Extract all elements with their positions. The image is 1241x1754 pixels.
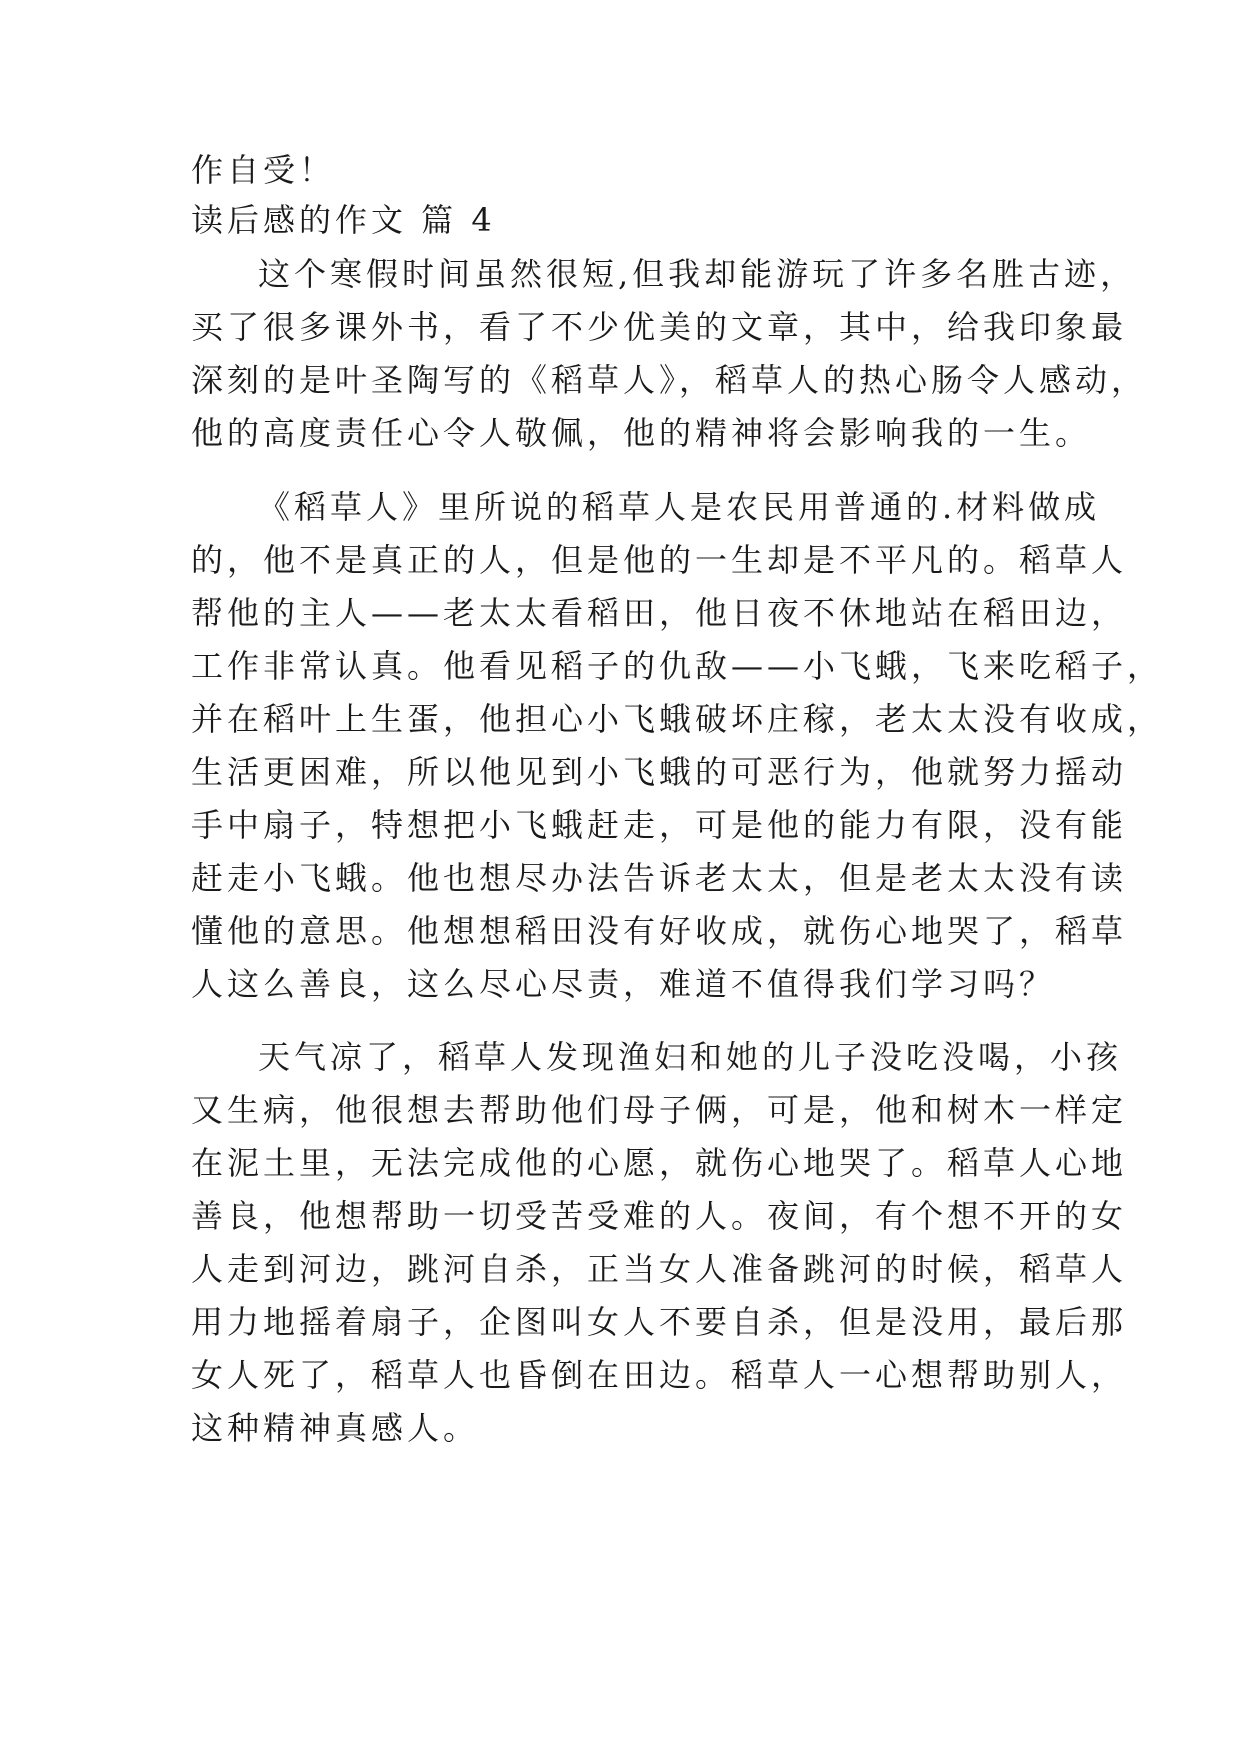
paragraph-line: 善良，他想帮助一切受苦受难的人。夜间，有个想不开的女 [191, 1197, 1128, 1235]
paragraph-line: 买了很多课外书，看了不少优美的文章，其中，给我印象最 [191, 308, 1128, 346]
paragraph-line: 工作非常认真。他看见稻子的仇敌——小飞蛾，飞来吃稻子， [191, 647, 1164, 685]
section-heading: 读后感的作文 篇 4 [191, 201, 496, 239]
paragraph-line: 人走到河边，跳河自杀，正当女人准备跳河的时候，稻草人 [191, 1250, 1128, 1288]
paragraph-line: 赶走小飞蛾。他也想尽办法告诉老太太，但是老太太没有读 [191, 859, 1128, 897]
paragraph-line: 用力地摇着扇子，企图叫女人不要自杀，但是没用，最后那 [191, 1303, 1128, 1341]
paragraph-line: 这个寒假时间虽然很短,但我却能游玩了许多名胜古迹， [258, 255, 1137, 293]
paragraph-line: 生活更困难，所以他见到小飞蛾的可恶行为，他就努力摇动 [191, 753, 1128, 791]
paragraph-line: 这种精神真感人。 [191, 1409, 480, 1447]
paragraph-line: 懂他的意思。他想想稻田没有好收成，就伤心地哭了，稻草 [191, 912, 1128, 950]
paragraph-line: 又生病，他很想去帮助他们母子俩，可是，他和树木一样定 [191, 1091, 1128, 1129]
paragraph-line: 人这么善良，这么尽心尽责，难道不值得我们学习吗？ [191, 965, 1056, 1003]
paragraph-line: 手中扇子，特想把小飞蛾赶走，可是他的能力有限，没有能 [191, 806, 1128, 844]
paragraph-line: 的，他不是真正的人，但是他的一生却是不平凡的。稻草人 [191, 541, 1128, 579]
paragraph-line: 并在稻叶上生蛋，他担心小飞蛾破坏庄稼，老太太没有收成， [191, 700, 1164, 738]
paragraph-line: 帮他的主人——老太太看稻田，他日夜不休地站在稻田边， [191, 594, 1128, 632]
paragraph-line: 女人死了，稻草人也昏倒在田边。稻草人一心想帮助别人， [191, 1356, 1128, 1394]
paragraph-line: 他的高度责任心令人敬佩，他的精神将会影响我的一生。 [191, 414, 1092, 452]
paragraph-line: 深刻的是叶圣陶写的《稻草人》，稻草人的热心肠令人感动， [191, 361, 1148, 399]
paragraph-line: 天气凉了，稻草人发现渔妇和她的儿子没吃没喝，小孩 [258, 1038, 1123, 1076]
paragraph-line: 《稻草人》里所说的稻草人是农民用普通的.材料做成 [258, 488, 1101, 526]
paragraph-line: 在泥土里，无法完成他的心愿，就伤心地哭了。稻草人心地 [191, 1144, 1128, 1182]
carryover-line: 作自受！ [191, 151, 336, 189]
